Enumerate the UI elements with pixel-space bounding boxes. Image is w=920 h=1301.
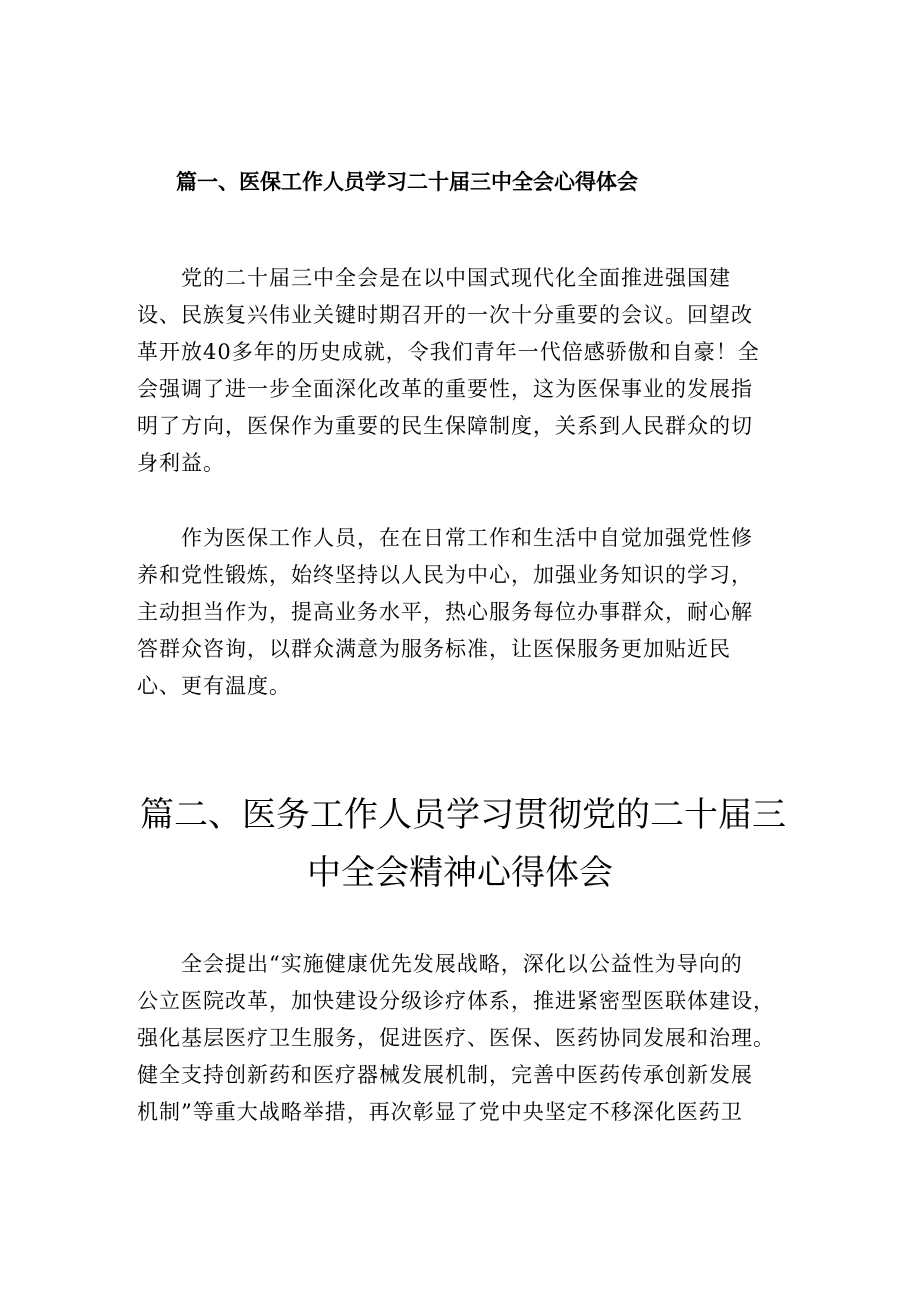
text-line: 主动担当作为，提高业务水平，热心服务每位办事群众，耐心解 <box>137 600 753 624</box>
section2-title <box>0 786 920 902</box>
text-line: 全会提出“实施健康优先发展战略，深化以公益性为导向的 <box>181 952 743 976</box>
text-line: 会强调了进一步全面深化改革的重要性，这为医保事业的发展指 <box>137 377 753 401</box>
text-line: 答群众咨询，以群众满意为服务标准，让医保服务更加贴近民 <box>137 637 731 661</box>
text-line: 党的二十届三中全会是在以中国式现代化全面推进强国建 <box>181 266 731 290</box>
text-line: 健全支持创新药和医疗器械发展机制，完善中医药传承创新发展 <box>137 1063 753 1087</box>
text-line: 强化基层医疗卫生服务，促进医疗、医保、医药协同发展和治理。 <box>137 1026 775 1050</box>
text-line: 身利益。 <box>137 451 225 475</box>
section1-paragraph-1 <box>137 260 797 482</box>
text-line: 养和党性锻炼，始终坚持以人民为中心，加强业务知识的学习， <box>137 563 753 587</box>
section2-title-line: 篇二、医务工作人员学习贯彻党的二十届三 <box>140 795 786 835</box>
section1-paragraph-2 <box>137 520 797 705</box>
text-line: 设、民族复兴伟业关键时期召开的一次十分重要的会议。回望改 <box>137 303 753 327</box>
text-line: 革开放40多年的历史成就，令我们青年一代倍感骄傲和自豪！全 <box>137 340 760 364</box>
text-line: 公立医院改革，加快建设分级诊疗体系，推进紧密型医联体建设， <box>137 989 775 1013</box>
section2-title-line: 中全会精神心得体会 <box>307 853 613 893</box>
text-line: 明了方向，医保作为重要的民生保障制度，关系到人民群众的切 <box>137 414 753 438</box>
section1-title: 篇一、医保工作人员学习二十届三中全会心得体会 <box>176 170 638 194</box>
text-line: 作为医保工作人员，在在日常工作和生活中自觉加强党性修 <box>181 526 753 550</box>
text-line: 心、更有温度。 <box>137 674 291 698</box>
text-line: 机制”等重大战略举措，再次彰显了党中央坚定不移深化医药卫 <box>137 1100 743 1124</box>
section2-paragraph-1 <box>137 946 797 1131</box>
